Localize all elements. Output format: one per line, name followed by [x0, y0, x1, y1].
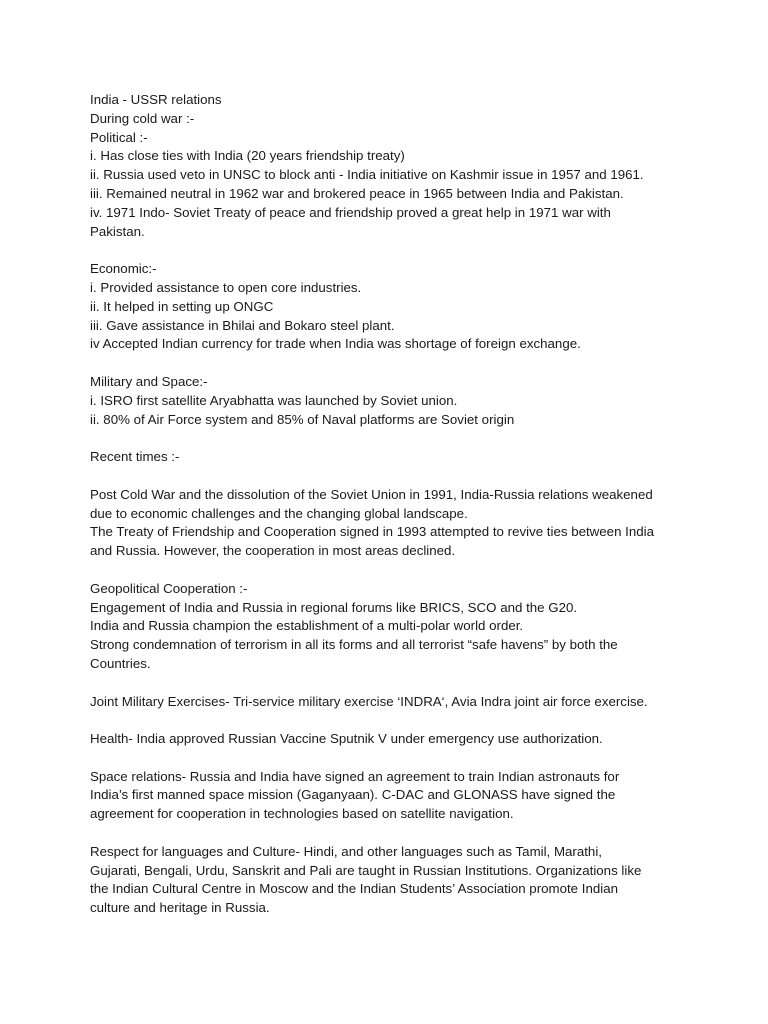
- document-page: [90, 91, 690, 918]
- paragraph-gap: [90, 674, 690, 693]
- geopolitical-heading: Geopolitical Cooperation :-: [90, 580, 248, 596]
- paragraph-gap: [90, 241, 690, 260]
- space-relations-line: agreement for cooperation in technologies based on satellite navigation.: [90, 806, 514, 822]
- space-relations-line: Space relations- Russia and India have signed an agreement to train Indian astronauts for: [90, 768, 620, 784]
- economic-item: iv Accepted Indian currency for trade when India was shortage of foreign exchange.: [90, 336, 581, 352]
- political-item: i. Has close ties with India (20 years friendship treaty): [90, 148, 405, 164]
- space-relations-line: India’s first manned space mission (Gaganyaan). C-DAC and GLONASS have signed the: [90, 787, 616, 803]
- paragraph-gap: [90, 429, 690, 448]
- economic-heading: Economic:-: [90, 261, 157, 277]
- geopolitical-item: India and Russia champion the establishment of a multi-polar world order.: [90, 618, 524, 634]
- economic-item: iii. Gave assistance in Bhilai and Bokaro steel plant.: [90, 317, 395, 333]
- economic-item: ii. It helped in setting up ONGC: [90, 298, 274, 314]
- post-cold-war-line: and Russia. However, the cooperation in most areas declined.: [90, 543, 456, 559]
- economic-item: i. Provided assistance to open core industries.: [90, 279, 362, 295]
- paragraph-gap: [90, 711, 690, 730]
- paragraph-gap: [90, 467, 690, 486]
- languages-culture-line: the Indian Cultural Centre in Moscow and the Indian Students’ Association promote Indian: [90, 881, 619, 897]
- political-item: ii. Russia used veto in UNSC to block anti - India initiative on Kashmir issue in 1957 and 1961.: [90, 167, 644, 183]
- paragraph-gap: [90, 824, 690, 843]
- military-space-item: i. ISRO first satellite Aryabhatta was launched by Soviet union.: [90, 392, 458, 408]
- geopolitical-item: Engagement of India and Russia in regional forums like BRICS, SCO and the G20.: [90, 599, 578, 615]
- health-line: Health- India approved Russian Vaccine Sputnik V under emergency use authorization.: [90, 731, 603, 747]
- languages-culture-line: culture and heritage in Russia.: [90, 900, 270, 916]
- recent-times-heading: Recent times :-: [90, 449, 180, 465]
- paragraph-gap: [90, 561, 690, 580]
- political-item: Pakistan.: [90, 223, 145, 239]
- document-title: India - USSR relations: [90, 92, 222, 107]
- military-space-item: ii. 80% of Air Force system and 85% of Naval platforms are Soviet origin: [90, 411, 515, 427]
- political-item: iii. Remained neutral in 1962 war and brokered peace in 1965 between India and Pakistan.: [90, 185, 624, 201]
- post-cold-war-line: Post Cold War and the dissolution of the Soviet Union in 1991, India-Russia relations weakened: [90, 486, 653, 502]
- political-item: iv. 1971 Indo- Soviet Treaty of peace and friendship proved a great help in 1971 war with: [90, 204, 611, 220]
- cold-war-heading: During cold war :-: [90, 110, 195, 126]
- post-cold-war-line: due to economic challenges and the changing global landscape.: [90, 505, 468, 521]
- languages-culture-line: Respect for languages and Culture- Hindi, and other languages such as Tamil, Marathi,: [90, 843, 602, 859]
- geopolitical-item: Strong condemnation of terrorism in all its forms and all terrorist “safe havens” by both the: [90, 637, 618, 653]
- paragraph-gap: [90, 354, 690, 373]
- military-space-heading: Military and Space:-: [90, 373, 208, 389]
- paragraph-gap: [90, 749, 690, 768]
- political-heading: Political :-: [90, 129, 148, 145]
- post-cold-war-line: The Treaty of Friendship and Cooperation signed in 1993 attempted to revive ties between India: [90, 524, 654, 540]
- joint-military-line: Joint Military Exercises- Tri-service military exercise ‘INDRA‘, Avia Indra joint air force exercise.: [90, 693, 648, 709]
- geopolitical-item: Countries.: [90, 655, 151, 671]
- languages-culture-line: Gujarati, Bengali, Urdu, Sanskrit and Pali are taught in Russian Institutions. Organizations like: [90, 862, 642, 878]
